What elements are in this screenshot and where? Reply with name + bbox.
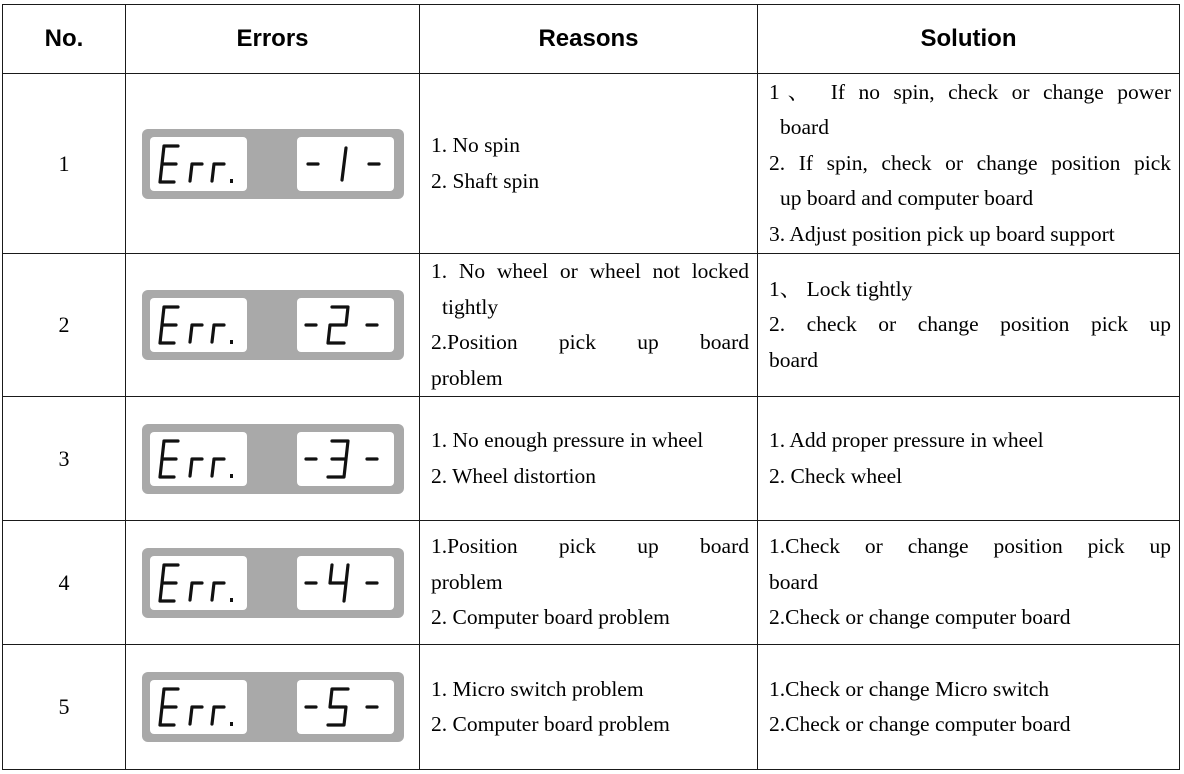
solution-line: 1、 If no spin, check or change power [769, 79, 1171, 104]
solution-line: 2. Check wheel [769, 463, 903, 488]
reason-line: tightly [442, 294, 499, 319]
reasons-cell [420, 521, 758, 645]
solution-line: 1. Add proper pressure in wheel [769, 428, 1044, 452]
header-solution: Solution [758, 5, 1180, 74]
reason-line: 1. No spin [431, 133, 520, 157]
lcd-display [142, 548, 404, 618]
solution-line: up board and computer board [780, 186, 1034, 211]
solution-line: 2.Check or change computer board [769, 712, 1071, 736]
lcd-digits [142, 424, 404, 494]
table-row [3, 645, 1180, 770]
reason-line: 1.Position pick up board [431, 534, 749, 559]
reasons-cell [420, 254, 758, 397]
err-text [160, 146, 233, 183]
solution-line: 2. check or change position pick up [769, 312, 1171, 337]
lcd-display [142, 129, 404, 199]
lcd-digits [142, 290, 404, 360]
solution-line: 2.Check or change computer board [769, 605, 1071, 630]
lcd-digits [142, 548, 404, 618]
reason-line: 1. No enough pressure in wheel [431, 428, 704, 452]
reason-line: 2. Wheel distortion [431, 463, 597, 488]
code-text [308, 148, 379, 180]
solution-cell [758, 74, 1180, 254]
lcd-digits [142, 129, 404, 199]
reason-line: 1. No wheel or wheel not locked [431, 259, 749, 283]
reasons-cell [420, 397, 758, 521]
err-text [160, 307, 233, 344]
row-number: 4 [3, 521, 126, 645]
reasons-cell [420, 74, 758, 254]
row-number: 5 [3, 645, 126, 770]
solution-line: 1.Check or change position pick up [769, 534, 1171, 559]
header-no: No. [3, 5, 126, 74]
reason-line: 2.Position pick up board [431, 330, 749, 354]
solution-cell [758, 521, 1180, 645]
solution-line: 2. If spin, check or change position pick [769, 150, 1171, 175]
code-text [306, 441, 377, 477]
reason-line: problem [431, 569, 503, 594]
solution-line: 1、 Lock tightly [769, 276, 913, 301]
solution-line: board [769, 347, 818, 372]
solution-line: board [769, 569, 818, 594]
reason-line: problem [431, 365, 503, 390]
code-text [306, 689, 377, 725]
table-row [3, 254, 1180, 397]
table-row [3, 397, 1180, 521]
solution-cell [758, 254, 1180, 397]
lcd-display [142, 424, 404, 494]
reason-line: 2. Computer board problem [431, 712, 670, 736]
err-text [160, 441, 233, 478]
reason-line: 1. Micro switch problem [431, 676, 644, 701]
error-code-table [2, 4, 1180, 770]
row-number: 3 [3, 397, 126, 521]
err-text [160, 689, 233, 726]
lcd-display [142, 290, 404, 360]
reasons-cell [420, 645, 758, 770]
reason-line: 2. Shaft spin [431, 168, 540, 193]
lcd-digits [142, 672, 404, 742]
header-row [3, 5, 1180, 74]
solution-cell [758, 645, 1180, 770]
solution-line: 1.Check or change Micro switch [769, 676, 1050, 701]
lcd-display [142, 672, 404, 742]
reason-line: 2. Computer board problem [431, 605, 670, 630]
header-errors: Errors [126, 5, 420, 74]
code-text [306, 307, 377, 343]
err-text [160, 565, 233, 602]
solution-line: 3. Adjust position pick up board support [769, 221, 1115, 246]
row-number: 2 [3, 254, 126, 397]
solution-cell [758, 397, 1180, 521]
table-row [3, 74, 1180, 254]
solution-line: board [780, 115, 829, 140]
row-number: 1 [3, 74, 126, 254]
table-row [3, 521, 1180, 645]
code-text [306, 565, 377, 601]
header-reasons: Reasons [420, 5, 758, 74]
